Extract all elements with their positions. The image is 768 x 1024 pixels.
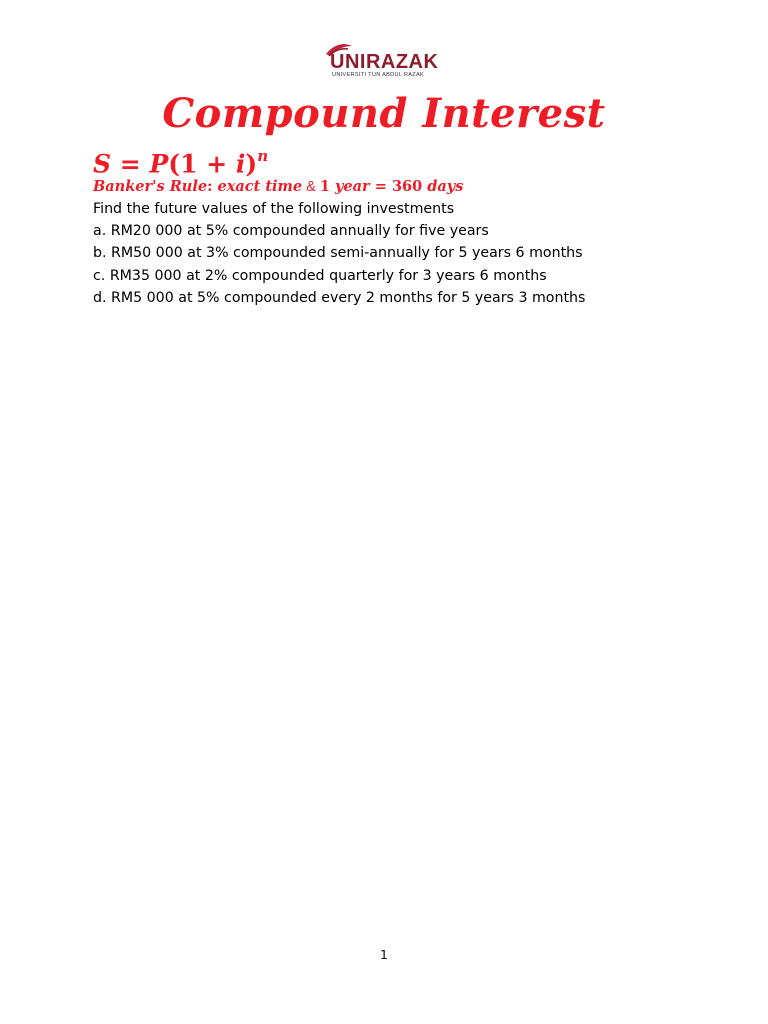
logo-wordmark: UNIRAZAK <box>330 51 439 73</box>
bankers-rule-days: days <box>427 178 464 195</box>
formula-equals: = <box>119 149 141 179</box>
question-b: b. RM50 000 at 3% compounded semi-annually for 5 years 6 months <box>93 245 583 261</box>
formula-principal: P <box>149 149 169 179</box>
logo-subtitle: UNIVERSITI TUN ABDUL RAZAK <box>332 72 425 78</box>
bankers-rule-sep: : <box>207 178 218 195</box>
formula-exponent: n <box>257 147 269 165</box>
bankers-rule-one: 1 <box>319 178 335 195</box>
question-d: d. RM5 000 at 5% compounded every 2 months for 5 years 3 months <box>93 290 586 306</box>
bankers-rule-time: exact time <box>217 178 303 195</box>
bankers-rule-label: Banker's Rule <box>93 178 208 195</box>
bankers-rule <box>93 176 463 198</box>
formula-rate: i <box>235 149 246 179</box>
formula-close: ) <box>245 149 258 179</box>
formula-open: (1 + <box>168 149 236 179</box>
formula-lhs: S <box>93 149 112 179</box>
page-number: 1 <box>380 948 388 962</box>
bankers-rule-days-num: 360 <box>391 178 428 195</box>
bankers-rule-eq: = <box>369 178 392 195</box>
unirazak-logo <box>320 42 450 82</box>
question-a: a. RM20 000 at 5% compounded annually for five years <box>93 223 489 239</box>
question-c: c. RM35 000 at 2% compounded quarterly for 3 years 6 months <box>93 268 547 284</box>
bankers-rule-year: year <box>335 178 370 195</box>
bankers-rule-amp: & <box>302 179 320 195</box>
page-title: Compound Interest <box>162 90 606 137</box>
instruction-text: Find the future values of the following investments <box>93 201 455 217</box>
